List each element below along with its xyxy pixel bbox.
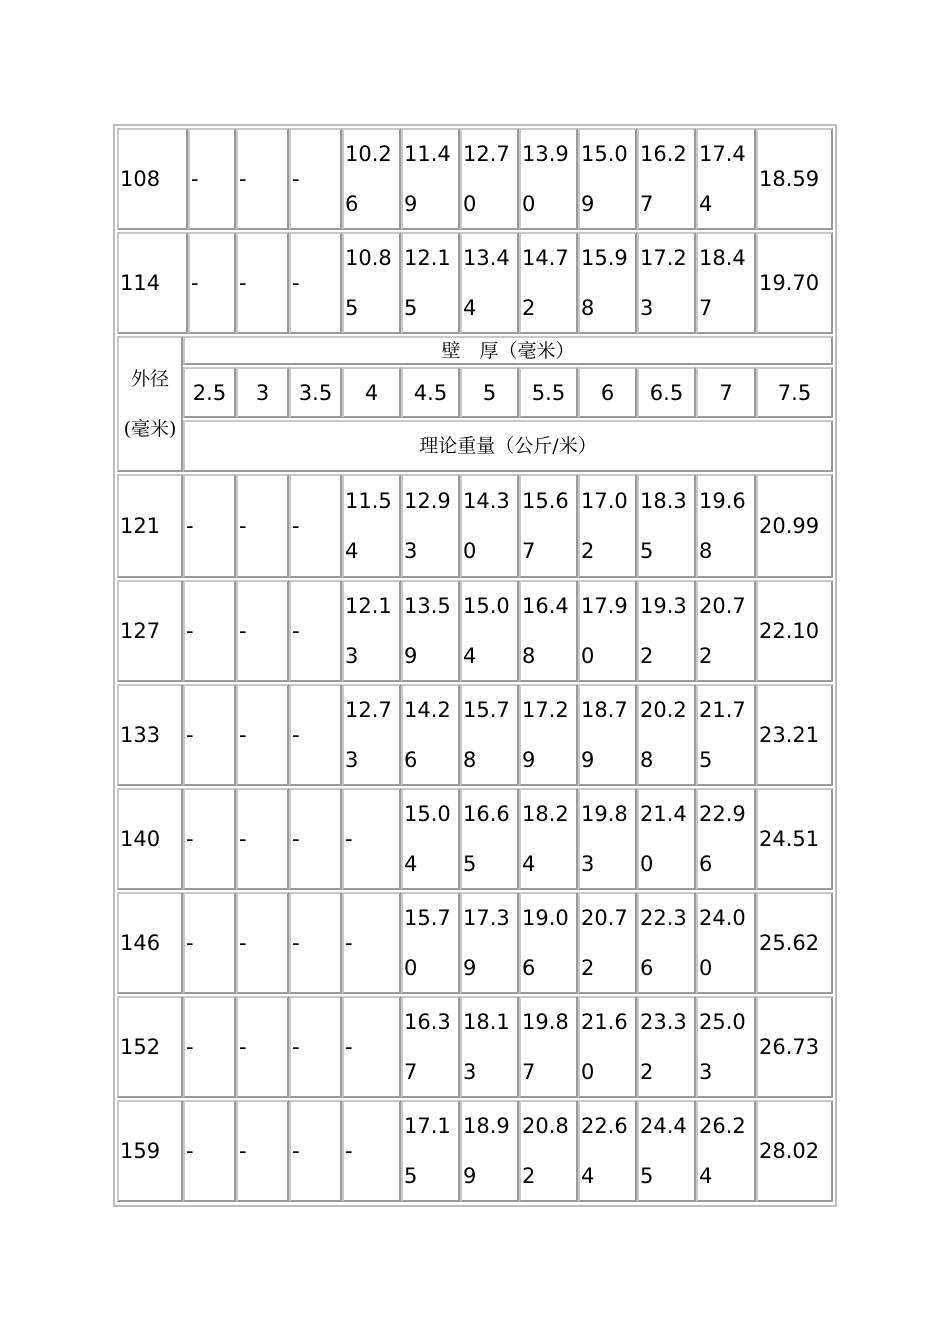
weight-cell bbox=[401, 474, 460, 578]
weight-cell bbox=[183, 474, 236, 578]
weight-cell-text: - bbox=[239, 1035, 247, 1059]
weight-cell-text: 22.36 bbox=[640, 906, 687, 980]
weight-cell bbox=[342, 128, 401, 230]
weight-cell-text: - bbox=[292, 723, 300, 747]
weight-cell bbox=[578, 996, 637, 1098]
weight-cell-text: 21.75 bbox=[699, 698, 746, 772]
weight-cell bbox=[236, 996, 289, 1098]
weight-cell bbox=[183, 580, 236, 682]
thickness-header-cell bbox=[342, 367, 401, 418]
weight-cell bbox=[519, 684, 578, 786]
weight-cell-text: - bbox=[292, 514, 300, 538]
weight-cell-text: - bbox=[186, 619, 194, 643]
weight-cell bbox=[236, 1100, 289, 1202]
weight-cell-text: 22.10 bbox=[759, 619, 820, 643]
weight-cell-text: 19.06 bbox=[522, 906, 569, 980]
weight-cell-text: 12.93 bbox=[404, 489, 451, 563]
weight-cell-text: 24.51 bbox=[759, 827, 820, 851]
weight-cell-text: 14.26 bbox=[404, 698, 451, 772]
thickness-header-cell bbox=[637, 367, 696, 418]
outer-diameter-cell-text: 121 bbox=[120, 514, 161, 538]
weight-cell-text: 16.65 bbox=[463, 802, 510, 876]
weight-cell-text: 15.04 bbox=[463, 594, 510, 668]
weight-cell-text: 18.13 bbox=[463, 1010, 510, 1084]
thickness-header-cell bbox=[578, 367, 637, 418]
weight-cell bbox=[401, 996, 460, 1098]
weight-cell-text: 14.30 bbox=[463, 489, 510, 563]
weight-cell-text: 12.73 bbox=[345, 698, 392, 772]
weight-cell-text: - bbox=[186, 723, 194, 747]
weight-cell-text: - bbox=[292, 931, 300, 955]
weight-cell bbox=[637, 580, 696, 682]
weight-cell bbox=[289, 1100, 342, 1202]
thickness-header-cell-text: 5.5 bbox=[531, 380, 566, 405]
weight-cell bbox=[188, 232, 236, 334]
weight-cell-text: 11.49 bbox=[404, 142, 451, 216]
outer-diameter-cell-text: 152 bbox=[120, 1035, 161, 1059]
thickness-header-cell-text: 7 bbox=[719, 380, 733, 405]
weight-cell-text: 17.02 bbox=[581, 489, 628, 563]
thickness-header-cell-text: 6.5 bbox=[649, 380, 684, 405]
weight-cell bbox=[183, 1100, 236, 1202]
weight-cell bbox=[289, 996, 342, 1098]
weight-cell-text: 13.59 bbox=[404, 594, 451, 668]
weight-cell bbox=[756, 580, 833, 682]
weight-cell bbox=[401, 128, 460, 230]
weight-cell-text: 17.29 bbox=[522, 698, 569, 772]
thickness-header-cell bbox=[289, 367, 342, 418]
weight-cell-text: 15.78 bbox=[463, 698, 510, 772]
weight-cell bbox=[236, 892, 289, 994]
weight-cell-text: - bbox=[345, 827, 353, 851]
weight-cell bbox=[756, 1100, 833, 1202]
weight-cell-text: 18.79 bbox=[581, 698, 628, 772]
weight-cell bbox=[460, 232, 519, 334]
weight-cell bbox=[289, 232, 342, 334]
weight-cell-text: 23.21 bbox=[759, 723, 820, 747]
weight-cell bbox=[289, 788, 342, 890]
weight-cell-text: - bbox=[186, 1035, 194, 1059]
weight-cell bbox=[401, 892, 460, 994]
outer-diameter-cell bbox=[117, 232, 188, 334]
weight-cell bbox=[637, 232, 696, 334]
weight-cell-text: 25.03 bbox=[699, 1010, 746, 1084]
weight-cell-text: - bbox=[292, 827, 300, 851]
weight-cell-text: 14.72 bbox=[522, 246, 569, 320]
weight-cell bbox=[637, 788, 696, 890]
thickness-header-cell-text: 6 bbox=[600, 380, 615, 405]
weight-cell-text: 25.62 bbox=[759, 931, 820, 955]
weight-cell-text: 17.15 bbox=[404, 1114, 451, 1188]
outer-diameter-cell-text: 140 bbox=[120, 827, 161, 851]
weight-cell-text: 26.73 bbox=[759, 1035, 820, 1059]
weight-cell bbox=[401, 232, 460, 334]
outer-diameter-cell-text: 133 bbox=[120, 723, 161, 747]
thickness-header-cell bbox=[756, 367, 833, 418]
weight-cell bbox=[342, 474, 401, 578]
weight-cell-text: - bbox=[239, 827, 247, 851]
weight-cell bbox=[342, 996, 401, 1098]
weight-cell-text: 18.47 bbox=[699, 246, 746, 320]
outer-diameter-cell bbox=[117, 1100, 183, 1202]
weight-cell bbox=[188, 128, 236, 230]
weight-cell-text: 23.32 bbox=[640, 1010, 687, 1084]
weight-cell-text: 21.60 bbox=[581, 1010, 628, 1084]
weight-cell-text: - bbox=[191, 167, 199, 191]
weight-cell bbox=[342, 788, 401, 890]
outer-diameter-cell bbox=[117, 892, 183, 994]
weight-cell bbox=[460, 580, 519, 682]
weight-cell bbox=[236, 580, 289, 682]
weight-cell-text: 13.90 bbox=[522, 142, 569, 216]
weight-cell bbox=[236, 128, 289, 230]
weight-cell-text: 15.98 bbox=[581, 246, 628, 320]
weight-cell bbox=[342, 684, 401, 786]
weight-cell-text: 16.48 bbox=[522, 594, 569, 668]
weight-cell bbox=[519, 788, 578, 890]
weight-cell-text: 12.15 bbox=[404, 246, 451, 320]
outer-diameter-cell bbox=[117, 474, 183, 578]
outer-diameter-cell bbox=[117, 580, 183, 682]
weight-cell bbox=[756, 474, 833, 578]
weight-cell-text: 19.32 bbox=[640, 594, 687, 668]
weight-cell-text: 11.54 bbox=[345, 489, 392, 563]
theoretical-weight-header bbox=[183, 420, 833, 472]
thickness-header-cell bbox=[460, 367, 519, 418]
weight-cell bbox=[756, 684, 833, 786]
weight-cell-text: 22.96 bbox=[699, 802, 746, 876]
weight-cell-text: 24.00 bbox=[699, 906, 746, 980]
weight-cell bbox=[756, 232, 833, 334]
weight-cell-text: - bbox=[292, 1139, 300, 1163]
weight-cell-text: 17.23 bbox=[640, 246, 687, 320]
weight-cell bbox=[578, 232, 637, 334]
weight-cell-text: - bbox=[345, 931, 353, 955]
weight-cell-text: 19.83 bbox=[581, 802, 628, 876]
weight-cell bbox=[756, 788, 833, 890]
weight-cell-text: 20.82 bbox=[522, 1114, 569, 1188]
weight-cell bbox=[460, 892, 519, 994]
weight-cell-text: 17.39 bbox=[463, 906, 510, 980]
weight-cell-text: 19.70 bbox=[759, 271, 820, 295]
weight-cell bbox=[342, 580, 401, 682]
weight-cell bbox=[183, 996, 236, 1098]
weight-cell-text: 12.70 bbox=[463, 142, 510, 216]
weight-cell-text: 20.99 bbox=[759, 514, 820, 538]
od-header-line2: (毫米) bbox=[123, 418, 177, 440]
weight-cell bbox=[756, 996, 833, 1098]
weight-cell-text: 15.09 bbox=[581, 142, 628, 216]
weight-cell bbox=[236, 232, 289, 334]
steel-pipe-weight-table bbox=[113, 124, 837, 1207]
weight-cell-text: 26.24 bbox=[699, 1114, 746, 1188]
weight-cell bbox=[342, 1100, 401, 1202]
weight-cell-text: 20.72 bbox=[699, 594, 746, 668]
od-header-line1: 外径 bbox=[130, 368, 169, 390]
weight-cell bbox=[236, 684, 289, 786]
weight-cell-text: 19.87 bbox=[522, 1010, 569, 1084]
weight-cell-text: 16.27 bbox=[640, 142, 687, 216]
thickness-header-cell bbox=[236, 367, 289, 418]
weight-cell-text: 22.64 bbox=[581, 1114, 628, 1188]
weight-cell bbox=[236, 474, 289, 578]
weight-cell-text: - bbox=[345, 1035, 353, 1059]
weight-cell bbox=[460, 474, 519, 578]
weight-cell-text: 15.67 bbox=[522, 489, 569, 563]
weight-cell bbox=[637, 1100, 696, 1202]
outer-diameter-cell bbox=[117, 128, 188, 230]
weight-cell bbox=[756, 128, 833, 230]
weight-cell bbox=[637, 892, 696, 994]
weight-cell bbox=[637, 474, 696, 578]
thickness-header-cell-text: 5 bbox=[482, 380, 497, 405]
outer-diameter-cell-text: 146 bbox=[120, 931, 161, 955]
weight-cell-text: 13.44 bbox=[463, 246, 510, 320]
weight-cell bbox=[578, 684, 637, 786]
outer-diameter-cell-text: 159 bbox=[120, 1139, 161, 1163]
weight-cell bbox=[460, 128, 519, 230]
wall-thickness-header-text: 壁 厚（毫米） bbox=[441, 339, 575, 362]
weight-cell bbox=[519, 1100, 578, 1202]
weight-cell-text: 24.45 bbox=[640, 1114, 687, 1188]
weight-cell bbox=[696, 474, 756, 578]
weight-cell-text: - bbox=[292, 1035, 300, 1059]
weight-cell bbox=[289, 684, 342, 786]
weight-cell bbox=[183, 788, 236, 890]
thickness-header-cell-text: 4.5 bbox=[413, 380, 448, 405]
weight-cell-text: 10.85 bbox=[345, 246, 392, 320]
thickness-header-cell-text: 7.5 bbox=[777, 380, 812, 405]
weight-cell bbox=[696, 128, 756, 230]
weight-cell-text: 28.02 bbox=[759, 1139, 820, 1163]
weight-cell bbox=[519, 996, 578, 1098]
thickness-header-cell bbox=[519, 367, 578, 418]
weight-cell-text: 17.90 bbox=[581, 594, 628, 668]
weight-cell-text: 12.13 bbox=[345, 594, 392, 668]
weight-cell-text: - bbox=[292, 167, 300, 191]
thickness-header-cell-text: 3 bbox=[255, 380, 270, 405]
weight-cell-text: - bbox=[239, 514, 247, 538]
outer-diameter-cell bbox=[117, 684, 183, 786]
weight-cell-text: - bbox=[239, 619, 247, 643]
weight-cell bbox=[696, 892, 756, 994]
weight-cell bbox=[637, 684, 696, 786]
weight-cell bbox=[696, 232, 756, 334]
weight-cell bbox=[401, 580, 460, 682]
weight-cell bbox=[342, 232, 401, 334]
theoretical-weight-header-text: 理论重量（公斤/米） bbox=[419, 435, 597, 457]
weight-cell-text: 20.28 bbox=[640, 698, 687, 772]
weight-cell bbox=[401, 788, 460, 890]
weight-cell-text: 18.99 bbox=[463, 1114, 510, 1188]
weight-cell-text: - bbox=[239, 167, 247, 191]
weight-cell-text: 10.26 bbox=[345, 142, 392, 216]
weight-cell bbox=[696, 1100, 756, 1202]
weight-cell-text: 21.40 bbox=[640, 802, 687, 876]
wall-thickness-header bbox=[183, 336, 833, 365]
weight-cell bbox=[460, 1100, 519, 1202]
outer-diameter-cell-text: 114 bbox=[120, 271, 161, 295]
weight-cell bbox=[637, 996, 696, 1098]
thickness-header-cell bbox=[401, 367, 460, 418]
weight-cell bbox=[578, 128, 637, 230]
weight-cell-text: 16.37 bbox=[404, 1010, 451, 1084]
weight-cell-text: 17.44 bbox=[699, 142, 746, 216]
thickness-header-cell-text: 2.5 bbox=[192, 380, 227, 405]
weight-cell bbox=[401, 1100, 460, 1202]
outer-diameter-cell bbox=[117, 788, 183, 890]
weight-cell-text: - bbox=[239, 1139, 247, 1163]
weight-cell-text: - bbox=[186, 931, 194, 955]
weight-cell bbox=[578, 892, 637, 994]
weight-cell bbox=[342, 892, 401, 994]
weight-cell bbox=[696, 996, 756, 1098]
thickness-header-cell-text: 3.5 bbox=[298, 380, 333, 405]
weight-cell-text: - bbox=[292, 619, 300, 643]
weight-cell-text: - bbox=[239, 723, 247, 747]
weight-cell-text: 20.72 bbox=[581, 906, 628, 980]
thickness-header-cell bbox=[696, 367, 756, 418]
weight-cell bbox=[289, 892, 342, 994]
weight-cell bbox=[696, 684, 756, 786]
weight-cell bbox=[460, 996, 519, 1098]
thickness-header-cell bbox=[183, 367, 236, 418]
weight-cell-text: 18.35 bbox=[640, 489, 687, 563]
weight-cell bbox=[236, 788, 289, 890]
outer-diameter-cell-text: 127 bbox=[120, 619, 161, 643]
weight-cell-text: - bbox=[239, 271, 247, 295]
weight-cell bbox=[289, 580, 342, 682]
weight-cell-text: - bbox=[239, 931, 247, 955]
weight-cell-text: 15.70 bbox=[404, 906, 451, 980]
weight-cell bbox=[519, 474, 578, 578]
weight-cell bbox=[578, 474, 637, 578]
weight-cell bbox=[460, 788, 519, 890]
weight-cell bbox=[578, 788, 637, 890]
weight-cell-text: - bbox=[345, 1139, 353, 1163]
weight-cell-text: 18.59 bbox=[759, 167, 820, 191]
weight-cell bbox=[519, 128, 578, 230]
outer-diameter-header bbox=[117, 336, 183, 472]
weight-cell bbox=[183, 892, 236, 994]
weight-cell-text: - bbox=[186, 514, 194, 538]
thickness-header-cell-text: 4 bbox=[364, 380, 379, 405]
outer-diameter-cell bbox=[117, 996, 183, 1098]
weight-cell bbox=[289, 474, 342, 578]
weight-cell bbox=[696, 580, 756, 682]
weight-cell bbox=[637, 128, 696, 230]
weight-cell-text: - bbox=[186, 827, 194, 851]
weight-cell bbox=[578, 580, 637, 682]
weight-cell-text: - bbox=[292, 271, 300, 295]
weight-cell bbox=[183, 684, 236, 786]
weight-cell bbox=[519, 580, 578, 682]
weight-cell-text: 18.24 bbox=[522, 802, 569, 876]
weight-cell-text: 19.68 bbox=[699, 489, 746, 563]
weight-cell bbox=[578, 1100, 637, 1202]
weight-cell-text: 15.04 bbox=[404, 802, 451, 876]
outer-diameter-cell-text: 108 bbox=[120, 167, 161, 191]
weight-cell bbox=[460, 684, 519, 786]
weight-cell bbox=[519, 892, 578, 994]
weight-cell bbox=[519, 232, 578, 334]
weight-cell-text: - bbox=[186, 1139, 194, 1163]
weight-cell bbox=[756, 892, 833, 994]
weight-cell bbox=[401, 684, 460, 786]
weight-cell bbox=[289, 128, 342, 230]
weight-cell-text: - bbox=[191, 271, 199, 295]
weight-cell bbox=[696, 788, 756, 890]
